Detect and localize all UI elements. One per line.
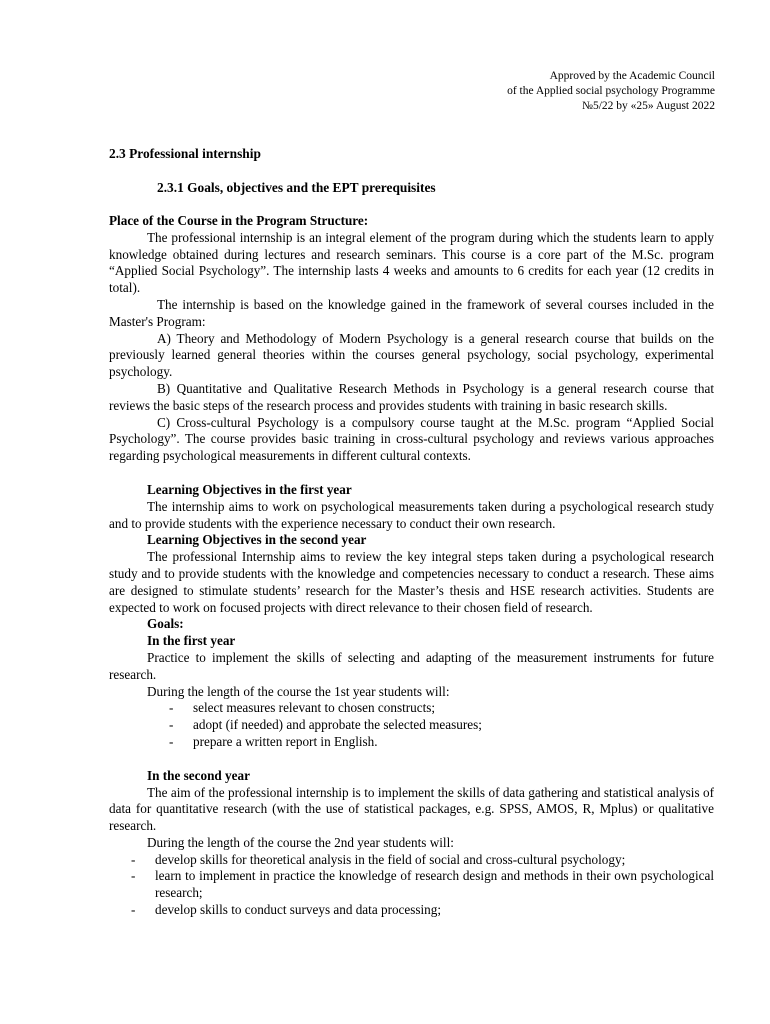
list-item (131, 902, 714, 919)
goals-second-year-intro: During the length of the course the 2nd year students will: (147, 834, 454, 850)
approval-line-1: Approved by the Academic Council (549, 70, 715, 82)
subsection-title: 2.3.1 Goals, objectives and the EPT prerequisites (157, 180, 436, 195)
bullet-dash: - (169, 733, 174, 749)
bullet-dash: - (131, 902, 136, 918)
goals-first-year-heading: In the first year (147, 633, 236, 649)
bullet-dash: - (131, 851, 136, 867)
list-item-text: prepare a written report in English. (193, 733, 378, 749)
spacer (109, 465, 714, 482)
first-year-list (109, 700, 714, 750)
list-item-text: select measures relevant to chosen constructs; (193, 700, 436, 716)
list-item-text: develop skills to conduct surveys and data processing; (155, 902, 442, 918)
spacer (109, 751, 714, 768)
second-year-list (109, 852, 714, 919)
objectives-first-heading: Learning Objectives in the first year (147, 481, 352, 497)
bullet-dash: - (169, 717, 174, 733)
list-item (169, 717, 714, 734)
prerequisite-c: C) Cross-cultural Psychology is a compulsory course taught at the M.Sc. program “Applied Social Psychology”. The course provides basic training in cross-cultural psychology and reviews various approaches regarding psychological measurements in different cultural contexts. (109, 414, 714, 464)
list-item-text: learn to implement in practice the knowledge of research design and methods in their own psychological research; (155, 868, 714, 901)
bullet-dash: - (169, 700, 174, 716)
approval-note (507, 69, 715, 114)
goals-first-year-intro: During the length of the course the 1st year students will: (147, 683, 450, 699)
list-item-text: develop skills for theoretical analysis in the field of social and cross-cultural psychology; (155, 851, 626, 867)
goals-second-year-heading: In the second year (147, 767, 250, 783)
list-item (169, 734, 714, 751)
list-item-text: adopt (if needed) and approbate the selected measures; (193, 717, 482, 733)
prerequisite-b: B) Quantitative and Qualitative Research Methods in Psychology is a general research course that reviews the basic steps of the research process and provides students with training in basic research skills. (109, 380, 714, 413)
approval-line-3: №5/22 by «25» August 2022 (581, 100, 715, 112)
goals-first-year-text: Practice to implement the skills of selecting and adapting of the measurement instruments for future research. (109, 649, 714, 682)
section-title: 2.3 Professional internship (109, 146, 261, 161)
prerequisite-a: A) Theory and Methodology of Modern Psychology is a general research course that builds on the previously learned general theories within the courses general psychology, social psychology, experimental psychology. (109, 330, 714, 380)
goals-heading: Goals: (147, 616, 184, 632)
approval-line-2: of the Applied social psychology Programme (507, 85, 715, 97)
place-paragraph-2: The internship is based on the knowledge gained in the framework of several courses included in the Master's Program: (109, 296, 714, 329)
objectives-first-text: The internship aims to work on psychological measurements taken during a psychological research study and to provide students with the experience necessary to conduct their own research. (109, 498, 714, 531)
document-body (109, 213, 714, 919)
objectives-second-text: The professional Internship aims to review the key integral steps taken during a psychological research study and to provide students with the knowledge and competencies necessary to conduct a research. These aims are designed to stimulate students’ research for the Master’s thesis and HSE research activities. Students are expected to work on focused projects with direct relevance to their chosen field of research. (109, 549, 714, 615)
objectives-second-heading: Learning Objectives in the second year (147, 532, 367, 548)
list-item (131, 852, 714, 869)
bullet-dash: - (131, 868, 136, 884)
list-item (131, 868, 714, 902)
place-heading: Place of the Course in the Program Structure: (109, 213, 369, 228)
place-paragraph-1: The professional internship is an integral element of the program during which the students learn to apply knowledge obtained during lectures and research seminars. This course is a core part of the M.Sc. program “Applied Social Psychology”. The internship lasts 4 weeks and amounts to 6 credits for each year (12 credits in total). (109, 229, 714, 296)
goals-second-year-text: The aim of the professional internship is to implement the skills of data gathering and statistical analysis of data for quantitative research (with the use of statistical packages, e.g. SPSS, AMOS, R, Mplus) or qualitative research. (109, 784, 714, 834)
list-item (169, 700, 714, 717)
